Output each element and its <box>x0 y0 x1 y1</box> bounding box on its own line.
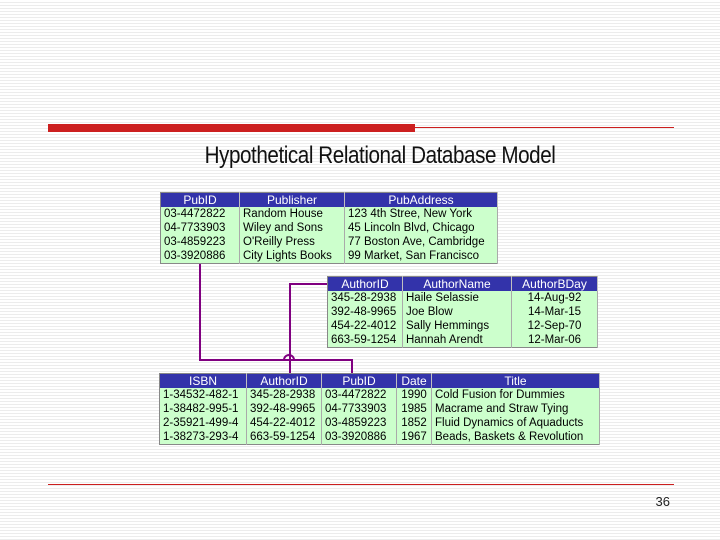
table-cell: 1-38273-293-4 <box>160 430 247 445</box>
column-header: AuthorID <box>247 374 322 389</box>
table-cell: 14-Aug-92 <box>512 291 598 305</box>
table-cell: 04-7733903 <box>161 221 240 235</box>
table-cell: Cold Fusion for Dummies <box>432 388 600 402</box>
table-row <box>328 305 598 319</box>
page-number: 36 <box>655 494 670 509</box>
table-cell: 03-4472822 <box>322 388 397 402</box>
publishers-table <box>160 192 498 264</box>
header-rule <box>415 127 674 128</box>
table-header-row <box>161 193 498 208</box>
column-header: ISBN <box>160 374 247 389</box>
table-cell: 03-4859223 <box>322 416 397 430</box>
table-cell: 663-59-1254 <box>328 333 403 348</box>
table-cell: Sally Hemmings <box>403 319 512 333</box>
authorid-link-line <box>290 284 327 373</box>
table-cell: 45 Lincoln Blvd, Chicago <box>345 221 498 235</box>
table-cell: City Lights Books <box>240 249 345 264</box>
authors-table <box>327 276 598 348</box>
table-cell: 454-22-4012 <box>247 416 322 430</box>
table-row <box>161 235 498 249</box>
table-cell: 345-28-2938 <box>247 388 322 402</box>
column-header: PubID <box>322 374 397 389</box>
books-table <box>159 373 600 445</box>
table-cell: Hannah Arendt <box>403 333 512 348</box>
table-row <box>328 333 598 348</box>
column-header: AuthorID <box>328 277 403 292</box>
table-cell: 03-3920886 <box>322 430 397 445</box>
table-cell: 99 Market, San Francisco <box>345 249 498 264</box>
table-cell: 03-3920886 <box>161 249 240 264</box>
table-row <box>160 416 600 430</box>
table-cell: 392-48-9965 <box>247 402 322 416</box>
table-cell: 1985 <box>397 402 432 416</box>
table-cell: Joe Blow <box>403 305 512 319</box>
table-cell: 2-35921-499-4 <box>160 416 247 430</box>
table-cell: Beads, Baskets & Revolution <box>432 430 600 445</box>
table-cell: 03-4859223 <box>161 235 240 249</box>
table-cell: 1852 <box>397 416 432 430</box>
table-cell: Random House <box>240 207 345 221</box>
table-cell: 1990 <box>397 388 432 402</box>
line-crossover-hop <box>284 355 294 360</box>
table-cell: 1-38482-995-1 <box>160 402 247 416</box>
table-cell: Fluid Dynamics of Aquaducts <box>432 416 600 430</box>
column-header: PubID <box>161 193 240 208</box>
table-row <box>328 291 598 305</box>
table-row <box>160 430 600 445</box>
table-header-row <box>160 374 600 389</box>
table-row <box>160 402 600 416</box>
column-header: AuthorName <box>403 277 512 292</box>
table-row <box>161 221 498 235</box>
header-accent-bar <box>48 124 415 132</box>
table-row <box>160 388 600 402</box>
table-cell: Wiley and Sons <box>240 221 345 235</box>
table-cell: 1-34532-482-1 <box>160 388 247 402</box>
table-cell: 03-4472822 <box>161 207 240 221</box>
table-cell: 1967 <box>397 430 432 445</box>
table-cell: 12-Sep-70 <box>512 319 598 333</box>
table-cell: Haile Selassie <box>403 291 512 305</box>
table-cell: 454-22-4012 <box>328 319 403 333</box>
column-header: PubAddress <box>345 193 498 208</box>
table-cell: 04-7733903 <box>322 402 397 416</box>
column-header: Title <box>432 374 600 389</box>
table-cell: 345-28-2938 <box>328 291 403 305</box>
table-cell: O'Reilly Press <box>240 235 345 249</box>
table-cell: Macrame and Straw Tying <box>432 402 600 416</box>
table-row <box>328 319 598 333</box>
table-cell: 663-59-1254 <box>247 430 322 445</box>
table-row <box>161 207 498 221</box>
table-cell: 12-Mar-06 <box>512 333 598 348</box>
table-cell: 123 4th Stree, New York <box>345 207 498 221</box>
table-header-row <box>328 277 598 292</box>
footer-rule <box>48 484 674 485</box>
table-cell: 14-Mar-15 <box>512 305 598 319</box>
column-header: Date <box>397 374 432 389</box>
slide-title: Hypothetical Relational Database Model <box>204 142 556 169</box>
table-cell: 77 Boston Ave, Cambridge <box>345 235 498 249</box>
table-cell: 392-48-9965 <box>328 305 403 319</box>
column-header: AuthorBDay <box>512 277 598 292</box>
table-row <box>161 249 498 264</box>
column-header: Publisher <box>240 193 345 208</box>
